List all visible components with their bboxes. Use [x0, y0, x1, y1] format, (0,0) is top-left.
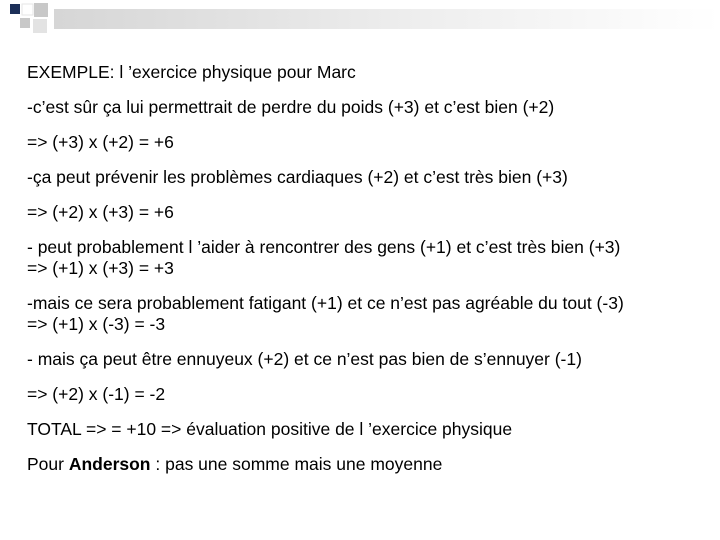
footer-prefix: Pour	[27, 454, 69, 474]
decor-square-dark	[10, 4, 20, 14]
argument-line: -c’est sûr ça lui permettrait de perdre du poids (+3) et c’est bien (+2)	[27, 97, 555, 117]
footer-line	[27, 454, 712, 475]
header-band	[54, 9, 720, 29]
slide-body	[27, 62, 712, 475]
slide-title: EXEMPLE: l ’exercice physique pour Marc	[27, 62, 356, 82]
decor-square-white	[22, 4, 33, 15]
calculation-line: => (+1) x (+3) = +3	[27, 258, 174, 278]
decor-square-light	[33, 19, 47, 33]
total-line: TOTAL => = +10 => évaluation positive de l ’exercice physique	[27, 419, 513, 439]
argument-line: -mais ce sera probablement fatigant (+1) et ce n’est pas agréable du tout (-3)	[27, 293, 624, 313]
calculation-line: => (+3) x (+2) = +6	[27, 132, 174, 152]
decor-square-grey	[34, 3, 48, 17]
decor-square-grey-small	[20, 18, 30, 28]
footer-suffix: : pas une somme mais une moyenne	[150, 454, 443, 474]
calculation-line: => (+1) x (-3) = -3	[27, 314, 166, 334]
argument-line: -ça peut prévenir les problèmes cardiaques (+2) et c’est très bien (+3)	[27, 167, 568, 187]
argument-line: - peut probablement l ’aider à rencontrer des gens (+1) et c’est très bien (+3)	[27, 237, 621, 257]
footer-name: Anderson	[68, 454, 151, 474]
calculation-line: => (+2) x (-1) = -2	[27, 384, 166, 404]
argument-line: - mais ça peut être ennuyeux (+2) et ce n’est pas bien de s’ennuyer (-1)	[27, 349, 582, 369]
calculation-line: => (+2) x (+3) = +6	[27, 202, 174, 222]
header-decoration	[0, 0, 720, 60]
